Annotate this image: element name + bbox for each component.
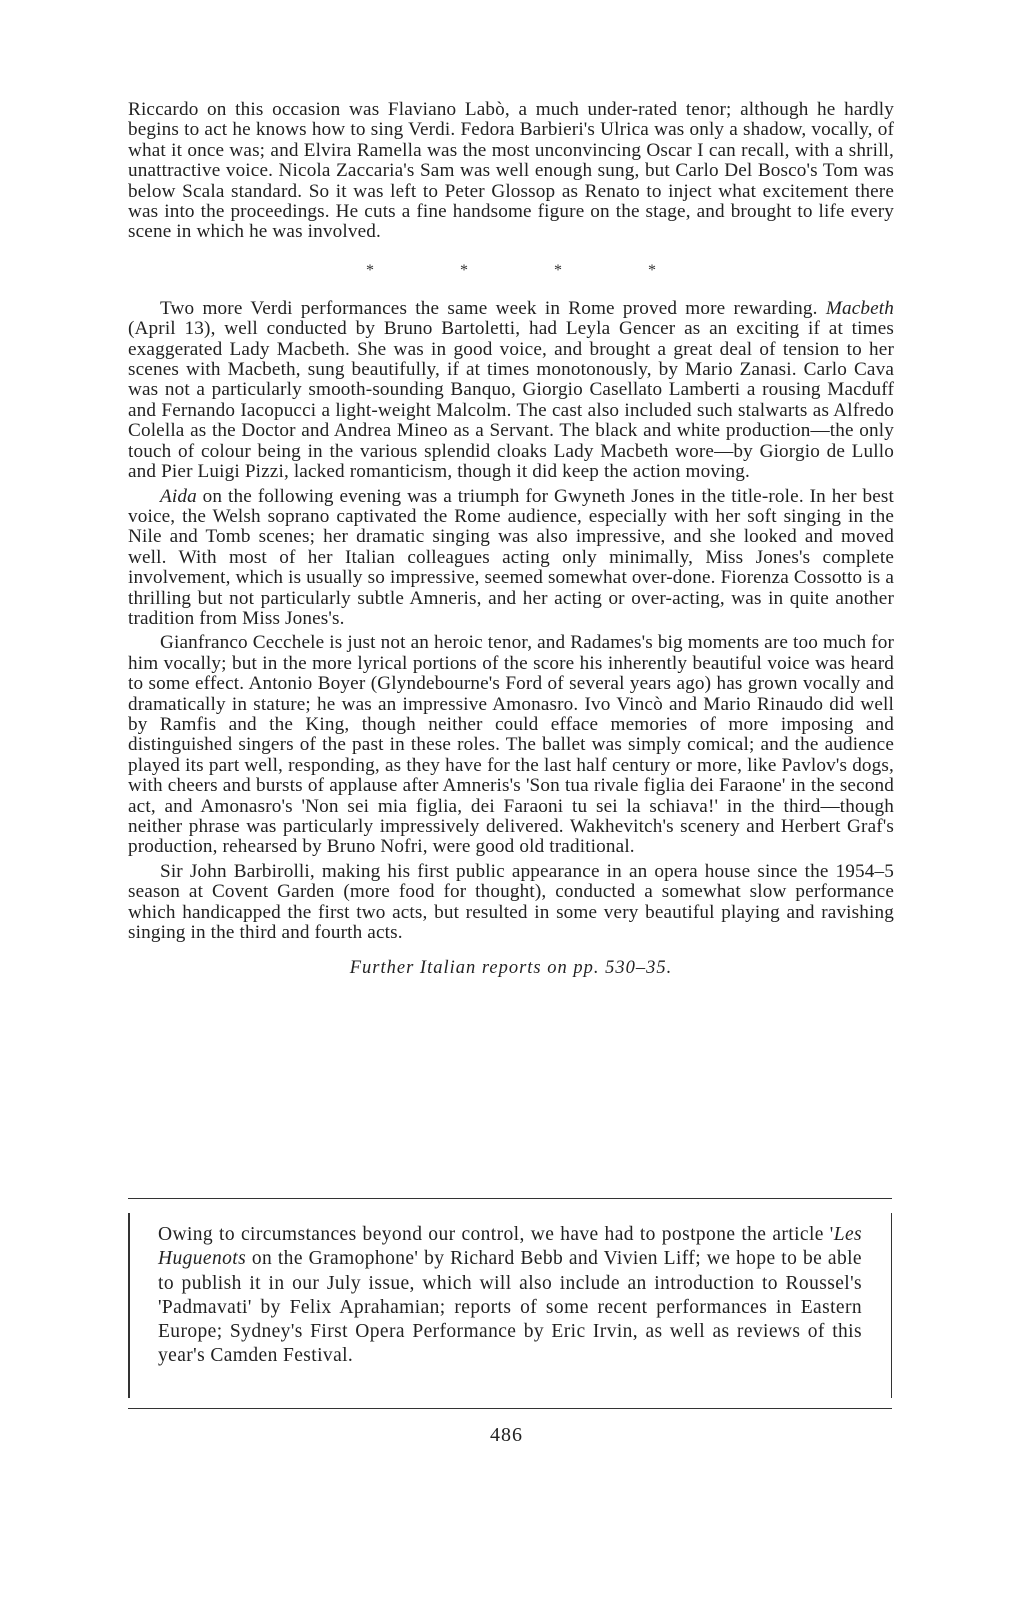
notice-text-b: on the Gramophone' by Richard Bebb and Vivien Liff; we hope to be able to publish it in our July issue, which will also include an introduction to Roussel's 'Padmavati' by Felix Aprahamian; reports of some recent performances in Eastern Europe; Sydney's First Opera Performance by Eric Irvin, as well as reviews of this year's Camden Festival. [158, 1248, 862, 1367]
opera-title-macbeth: Macbeth [825, 297, 894, 319]
separator-star: * [554, 261, 562, 279]
opera-title-aida: Aida [160, 485, 197, 507]
separator-star: * [648, 261, 656, 279]
paragraph-macbeth [128, 299, 894, 483]
article-body [128, 100, 894, 979]
further-reports-note: Further Italian reports on pp. 530–35. [349, 958, 673, 979]
notice-title-huguenots: Les Huguenots [158, 1224, 862, 1270]
paragraph-aida-text: on the following evening was a triumph for Gwyneth Jones in the title-role. In her best voice, the Welsh soprano captivated the Rome audience, especially with her soft singing in the Nile and Tomb scenes; her dramatic singing was also impressive, and she looked and moved well. With most of her Italian colleagues acting only minimally, Miss Jones's complete involvement, which is usually so impressive, seemed somewhat over-done. Fiorenza Cossotto is a thrilling but not particularly subtle Amneris, and her acting or over-acting, was in quite another tradition from Miss Jones's. [128, 485, 894, 629]
paragraph-macbeth-text-a: Two more Verdi performances the same week in Rome proved more rewarding. [160, 297, 826, 319]
notice-border-right [891, 1213, 893, 1398]
paragraph-macbeth-text-b: (April 13), well conducted by Bruno Bartoletti, had Leyla Gencer as an exciting if at times exaggerated Lady Macbeth. She was in good voice, and brought a great deal of tension to her scenes with Macbeth, sung beautifully, if at times monotonously, by Mario Zanasi. Carlo Cava was not a particularly smooth-sounding Banquo, Giorgio Casellato Lamberti a rousing Macduff and Fernando Iacopucci a light-weight Malcolm. The cast also included such stalwarts as Alfredo Colella as the Doctor and Andrea Mineo as a Servant. The black and white production—the only touch of colour being in the various splendid cloaks Lady Macbeth wore—by Giorgio de Lullo and Pier Luigi Pizzi, lacked romanticism, though it did keep the action moving. [128, 318, 894, 483]
page-number: 486 [490, 1424, 523, 1446]
notice-text-a: Owing to circumstances beyond our control, we have had to postpone the article ' [158, 1224, 834, 1245]
postponement-notice-box [128, 1198, 892, 1409]
notice-border-left [128, 1213, 130, 1398]
paragraph-riccardo: Riccardo on this occasion was Flaviano Labò, a much under-rated tenor; although he hardly begins to act he knows how to sing Verdi. Fedora Barbieri's Ulrica was only a shadow, vocally, of what it once was; and Elvira Ramella was the most unconvincing Oscar I can recall, with a shrill, unattractive voice. Nicola Zaccaria's Sam was well enough sung, but Carlo Del Bosco's Tom was below Scala standard. So it was left to Peter Glossop as Renato to inject what excitement there was into the proceedings. He cuts a fine handsome figure on the stage, and brought to life every scene in which he was involved. [128, 99, 894, 243]
paragraph-aida [128, 487, 894, 630]
paragraph-cecchele: Gianfranco Cecchele is just not an heroic tenor, and Radames's big moments are too much for him vocally; but in the more lyrical portions of the score his inherently beautiful voice was heard to some effect. Antonio Boyer (Glyndebourne's Ford of several years ago) has grown vocally and dramatically in stature; he was an impressive Amonasro. Ivo Vincò and Mario Rinaudo did well by Ramfis and the King, though neither could efface memories of more imposing and distinguished singers of the past in these roles. The ballet was simply comical; and the audience played its part well, responding, as they have for the last half century or more, like Pavlov's dogs, with cheers and bursts of applause after Amneris's 'Son tua rivale figlia dei Faraone' in the second act, and Amonasro's 'Non sei mia figlia, dei Faraoni tu sei la schiava!' in the third—though neither phrase was particularly impressively delivered. Wakhevitch's scenery and Herbert Graf's production, rehearsed by Bruno Nofri, were good old traditional. [128, 632, 894, 858]
notice-text [158, 1223, 862, 1369]
separator-star: * [460, 261, 468, 279]
paragraph-barbirolli: Sir John Barbirolli, making his first public appearance in an opera house since the 1954–5 season at Covent Garden (more food for thought), conducted a somewhat slow performance which handicapped the first two acts, but resulted in some very beautiful playing and ravishing singing in the third and fourth acts. [128, 860, 894, 944]
section-separator [128, 263, 894, 279]
separator-star: * [366, 261, 374, 279]
